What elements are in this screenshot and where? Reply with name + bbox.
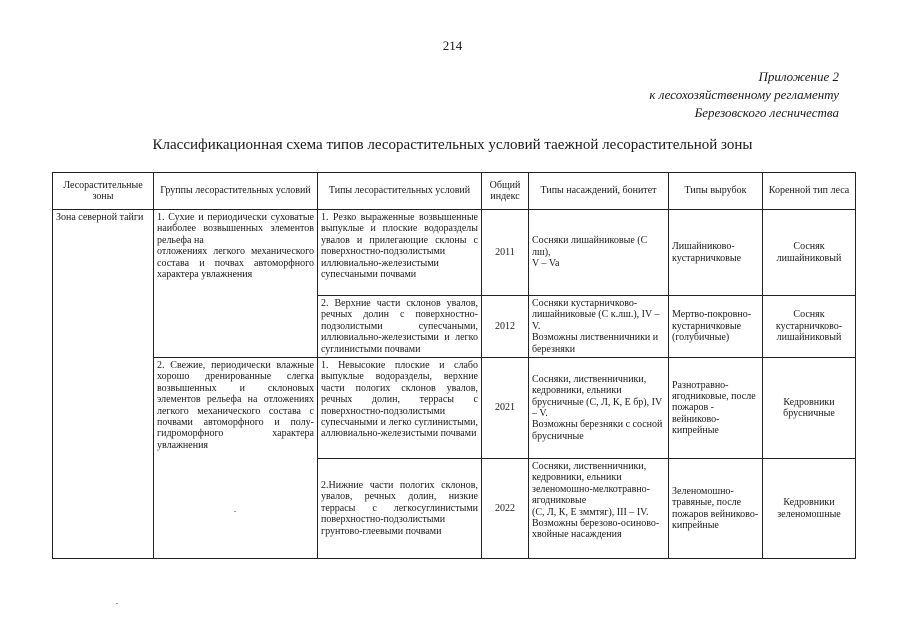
zone-cell: Зона северной тайги [53, 210, 154, 559]
header-forest-type: Коренной тип леса [763, 173, 856, 210]
classification-table [52, 172, 856, 559]
scan-speck [234, 511, 236, 512]
index-cell: 2022 [482, 459, 529, 559]
header-row [53, 173, 856, 210]
stands-cell: Сосняки кустарничково-лишайниковые (С к.лш.), IV – V. Возможны лиственничники и березняки [529, 296, 669, 358]
index-cell: 2012 [482, 296, 529, 358]
group-cell: 1. Сухие и периодически суховатые наиболее возвышенных элементов рельефа на отложениях легкого механического состава и почвах автоморфного характера увлажнения [154, 210, 318, 358]
forest-type-cell: Кедровники зеленомошные [763, 459, 856, 559]
forest-type-cell: Сосняк кустарничково-лишайниковый [763, 296, 856, 358]
page-number: 214 [442, 38, 463, 53]
table-row [53, 210, 856, 296]
stands-cell: Сосняки лишайниковые (С лш), V – Va [529, 210, 669, 296]
conditions-cell: 1. Невысокие плоские и слабо выпуклые водоразделы, верхние части пологих склонов увалов, речных долин, террасы с поверхностно-подзолистыми супесчаными и легко суглинистыми, аллювиально-железистыми почвами [318, 358, 482, 459]
header-stand-types: Типы насаждений, бонитет [529, 173, 669, 210]
stands-cell: Сосняки, лиственничники, кедровники, ельники брусничные (С, Л, К, Е бр), IV – V. Возможны березняки с сосной брусничные [529, 358, 669, 459]
appendix-line: Березовского лесничества [694, 105, 839, 120]
index-cell: 2021 [482, 358, 529, 459]
header-condition-groups: Группы лесорастительных условий [154, 173, 318, 210]
conditions-cell: 1. Резко выраженные возвышенные выпуклые и плоские водоразделы увалов и прилегающие склоны с поверхностно-подзолистыми иллювиально-железистыми супесчаными почвами [318, 210, 482, 296]
clearings-cell: Разнотравно-ягодниковые, после пожаров - вейниково-кипрейные [669, 358, 763, 459]
appendix-caption [649, 68, 839, 122]
conditions-cell: 2.Нижние части пологих склонов, увалов, речных долин, низкие террасы с легкосуглинистыми поверхностно-подзолистыми грунтово-глеевыми почвами [318, 459, 482, 559]
scan-speck [116, 603, 118, 604]
index-cell: 2011 [482, 210, 529, 296]
appendix-line: к лесохозяйственному регламенту [649, 87, 839, 102]
clearings-cell: Лишайниково-кустарничковые [669, 210, 763, 296]
group-cell: 2. Свежие, периодически влажные хорошо дренированные слегка возвышенных и склоновых элементов рельефа на отложениях легкого механического состава с почвами автоморфного и полу-гидроморфного характера увлажнения [154, 358, 318, 559]
header-condition-types: Типы лесорастительных условий [318, 173, 482, 210]
forest-type-cell: Кедровники брусничные [763, 358, 856, 459]
header-index: Общий индекс [482, 173, 529, 210]
table-row [53, 358, 856, 459]
clearings-cell: Мертво-покровно-кустарничковые (голубичные) [669, 296, 763, 358]
header-clearing-types: Типы вырубок [669, 173, 763, 210]
clearings-cell: Зеленомошно-травяные, после пожаров вейниково-кипрейные [669, 459, 763, 559]
document-title: Классификационная схема типов лесорастительных условий таежной лесорастительной зоны [152, 137, 753, 153]
stands-cell: Сосняки, лиственничники, кедровники, ельники зеленомошно-мелкотравно-ягодниковые (С, Л, К, Е зммтяг), III – IV. Возможны березово-осиново-хвойные насаждения [529, 459, 669, 559]
header-zones: Лесорастительные зоны [53, 173, 154, 210]
appendix-line: Приложение 2 [758, 69, 839, 84]
forest-type-cell: Сосняк лишайниковый [763, 210, 856, 296]
conditions-cell: 2. Верхние части склонов увалов, речных долин с поверхностно-подзолистыми супесчаными, иллювиально-железистыми и легко суглинистыми почвами [318, 296, 482, 358]
